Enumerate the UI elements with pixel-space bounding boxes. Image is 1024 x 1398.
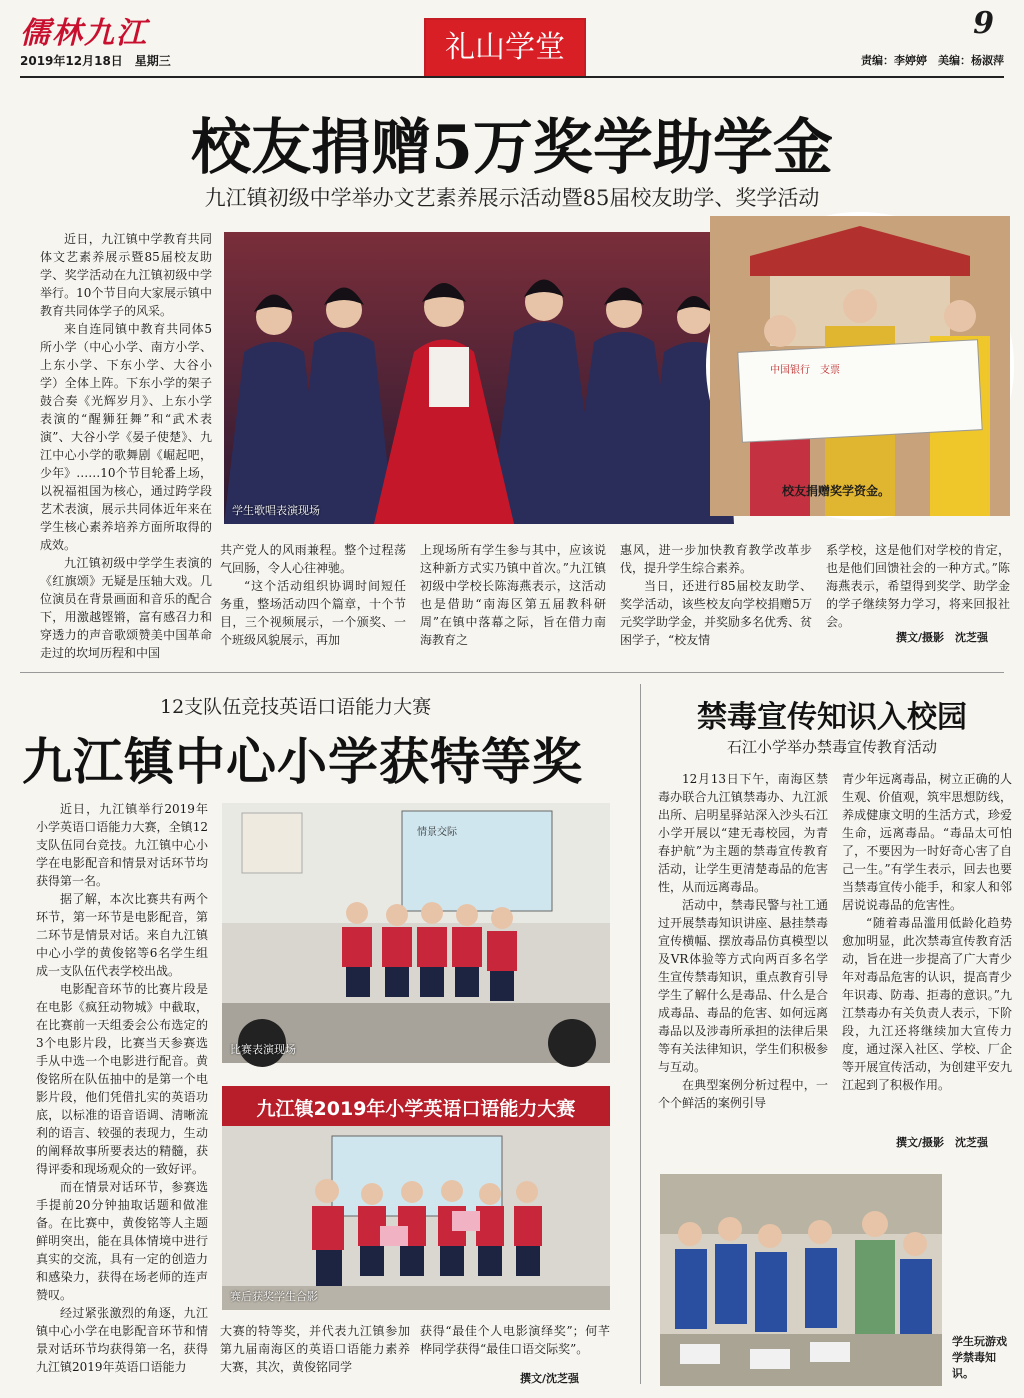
column-divider <box>640 684 641 1384</box>
paragraph: 青少年远离毒品，树立正确的人生观、价值观，筑牢思想防线，养成健康文明的生活方式，珍爱生命，远离毒品。“毒品太可怕了，不要因为一时好奇心害了自己一生。”有学生表示，回去也要当禁毒宣传小能手，和家人和邻居说说毒品的危害性。 <box>842 772 1012 912</box>
article3-column-1 <box>658 770 828 1156</box>
paragraph: 据了解，本次比赛共有两个环节，第一环节是电影配音，第二环节是情景对话。来自九江镇中心小学的黄俊铭等6名学生组成一支队伍代表学校出战。 <box>36 892 208 978</box>
paragraph: “随着毒品滥用低龄化趋势愈加明显，此次禁毒宣传教育活动，旨在进一步提高了广大青少年对毒品危害的认识，提高青少年识毒、防毒、拒毒的意识。”九江禁毒办有关负责人表示，下阶段，九江还将继续加大宣传力度，通过深入社区、学校、厂企等开展宣传活动，为创建平安九江起到了积极作用。 <box>842 916 1012 1092</box>
paragraph: 获得“最佳个人电影演绎奖”；何芊桦同学获得“最佳口语交际奖”。 <box>420 1324 610 1356</box>
article1-column-1 <box>40 230 212 660</box>
article1-headline: 校友捐赠5万奖学助学金 <box>191 113 833 183</box>
donation-inset-photo <box>706 212 1014 520</box>
screen-heading: 情景交际 <box>417 827 457 838</box>
article1-column-5 <box>826 541 1010 629</box>
article2-column-2 <box>220 1322 410 1378</box>
issue-date: 2019年12月18日 星期三 <box>20 54 171 68</box>
paragraph: 而在情景对话环节，参赛选手提前20分钟抽取话题和做准备。在比赛中，黄俊铭等人主题鲜明突出，能在具体情境中进行真实的交流，具有一定的创造力和感染力，获得在场老师的连声赞叹。 <box>36 1180 208 1302</box>
page-number: 9 <box>973 6 994 41</box>
article2-column-3 <box>420 1322 610 1362</box>
masthead-rule <box>20 76 1004 78</box>
paragraph: 近日，九江镇举行2019年小学英语口语能力大赛，全镇12支队伍同台竞技。九江镇中心小学在电影配音和情景对话环节均获得第一名。 <box>36 802 208 888</box>
editors-line: 责编：李婷婷 美编：杨淑萍 <box>861 54 1004 67</box>
article2-credit: 撰文/沈芝强 <box>520 1372 580 1385</box>
contest-award-photo <box>222 1086 610 1310</box>
choir-photo <box>224 232 730 524</box>
paragraph: 共产党人的风雨兼程。整个过程荡气回肠，令人心往神驰。 <box>220 543 406 575</box>
article1-subhead: 九江镇初级中学举办文艺素养展示活动暨85届校友助学、奖学活动 <box>204 186 820 210</box>
paragraph: 近日，九江镇中学教育共同体文艺素养展示暨85届校友助学、奖学活动在九江镇初级中学举行。10个节目向大家展示镇中教育共同体学子的风采。 <box>40 232 212 318</box>
paragraph: 惠风，进一步加快教育教学改革步伐，提升学生综合素养。 <box>620 543 812 575</box>
check-text: 中国银行 支票 <box>770 365 840 376</box>
paragraph: 上现场所有学生参与其中，应该说这种新方式实乃镇中首次。”九江镇初级中学校长陈海燕表示，这活动也是借助“南海区第五届教科研周”在镇中落幕之际，旨在借力南海教育之 <box>420 543 606 647</box>
section-title: 礼山学堂 <box>424 18 586 78</box>
paragraph: 系学校，这是他们对学校的肯定，也是他们回馈社会的一种方式。”陈海燕表示，希望得到奖学、助学金的学子继续努力学习，将来回报社会。 <box>826 543 1010 629</box>
drug-photo-caption: 学生玩游戏学禁毒知识。 <box>952 1335 1007 1380</box>
article2-column-1 <box>36 800 208 1378</box>
paragraph: 12月13日下午，南海区禁毒办联合九江镇禁毒办、九江派出所、启明星驿站深入沙头石江小学开展以“建无毒校园，为青春护航”为主题的禁毒宣传教育活动，让学生更清楚毒品的危害性，从而远离毒品。 <box>658 772 828 894</box>
paragraph: “这个活动组织协调时间短任务重，整场活动四个篇章，十个节目，三个视频展示，一个颁奖、一个班级风貌展示，再加 <box>220 579 406 647</box>
paragraph: 电影配音环节的比赛片段是在电影《疯狂动物城》中截取，在比赛前一天组委会公布选定的3个电影片段，比赛当天参赛选手从中选一个电影进行配音。黄俊铭所在队伍抽中的是第一个电影片段，他们凭借扎实的英语功底，以标准的语音语调、清晰流利的语言、较强的表现力，生动的阐释故事所要表达的精髓，获得评委和现场观众的一致好评。 <box>36 982 208 1176</box>
article1-credit: 撰文/摄影 沈芝强 <box>896 631 989 644</box>
photo-caption: 比赛表演现场 <box>230 1043 296 1056</box>
paragraph: 来自连同镇中教育共同体5所小学（中心小学、南方小学、上东小学、下东小学、大谷小学）全体上阵。下东小学的架子鼓合奏《光辉岁月》、上东小学表演的“醒狮狂舞”和“武术表演”、大谷小学《晏子使楚》、九江中心小学的歌舞剧《崛起吧，少年》……10个节目轮番上场，以祝福祖国为核心，通过跨学段艺术表演，展示共同体近年来在学生核心素养培养方面所取得的成效。 <box>40 322 212 552</box>
article1-column-3 <box>420 541 606 661</box>
paragraph: 九江镇初级中学学生表演的《红旗颂》无疑是压轴大戏。几位演员在背景画面和音乐的配合下，用激越铿锵，富有感召力和穿透力的声音歌颂赞美中国革命走过的坎坷历程和中国 <box>40 556 212 660</box>
contest-performance-photo <box>222 803 610 1063</box>
article3-column-2 <box>842 770 1012 1130</box>
donation-caption: 校友捐赠奖学资金。 <box>782 484 891 498</box>
paragraph: 大赛的特等奖，并代表九江镇参加第九届南海区的英语口语能力素养大赛，其次，黄俊铭同学 <box>220 1324 410 1374</box>
article2-headline: 九江镇中心小学获特等奖 <box>22 732 583 791</box>
article3-headline: 禁毒宣传知识入校园 <box>697 700 967 735</box>
article1-column-2 <box>220 541 406 661</box>
article1-column-4 <box>620 541 812 661</box>
photo-caption: 学生歌唱表演现场 <box>232 504 320 517</box>
photo-caption: 赛后获奖学生合影 <box>230 1290 318 1303</box>
newspaper-name: 儒林九江 <box>20 16 148 51</box>
article3-subhead: 石江小学举办禁毒宣传教育活动 <box>726 738 937 756</box>
paragraph: 当日，还进行85届校友助学、奖学活动，该些校友向学校捐赠5万元奖学助学金，并奖励多名优秀、贫困学子，“校友情 <box>620 579 813 647</box>
article3-credit: 撰文/摄影 沈芝强 <box>896 1136 989 1149</box>
contest-banner: 九江镇2019年小学英语口语能力大赛 <box>256 1098 576 1120</box>
paragraph: 活动中，禁毒民警与社工通过开展禁毒知识讲座、悬挂禁毒宣传横幅、摆放毒品仿真模型以及VR体验等方式向两百多名学生宣传禁毒知识，重点教育引导学生了解什么是毒品、什么是合成毒品、毒品的危害、如何远离毒品以及涉毒所承担的法律后果等有关法律知识，学生们积极参与互动。 <box>658 898 828 1074</box>
section-divider <box>20 672 1004 673</box>
paragraph: 经过紧张激烈的角逐，九江镇中心小学在电影配音环节和情景对话环节均获得第一名，获得九江镇2019年英语口语能力 <box>36 1306 208 1374</box>
paragraph: 在典型案例分析过程中，一个个鲜活的案例引导 <box>658 1078 828 1110</box>
article2-kicker: 12支队伍竞技英语口语能力大赛 <box>160 696 432 718</box>
drug-education-photo <box>660 1174 942 1386</box>
